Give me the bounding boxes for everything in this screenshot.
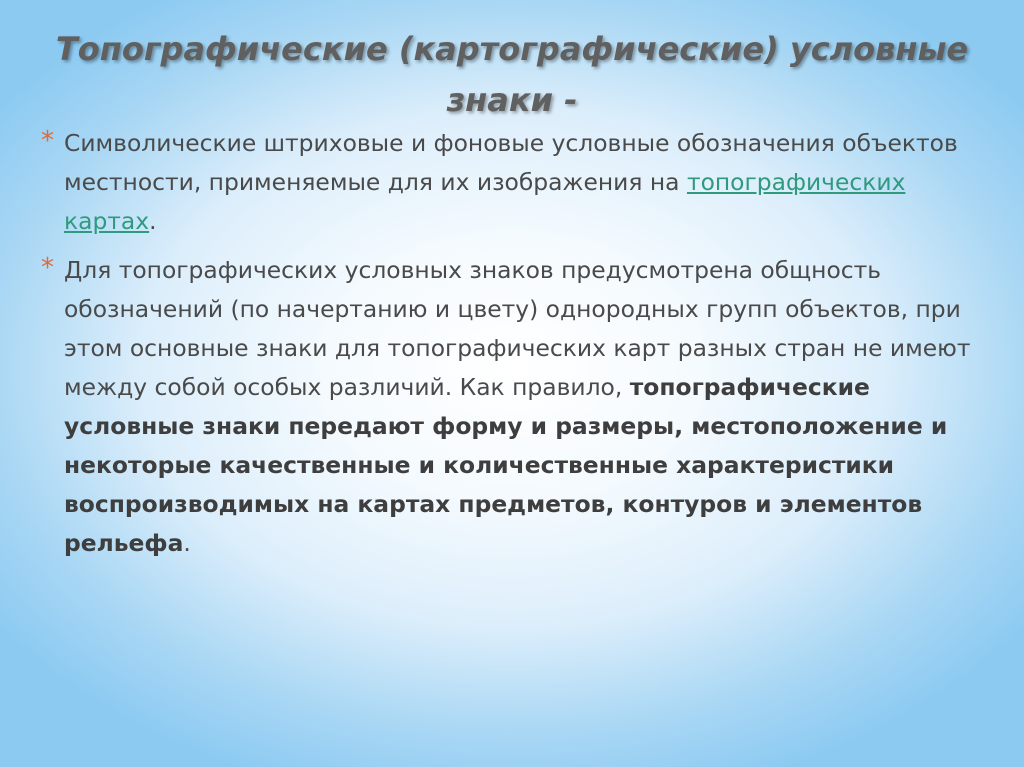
slide-title: Топографические (картографические) условные знаки - bbox=[55, 30, 969, 119]
asterisk-bullet-icon: * bbox=[41, 126, 54, 156]
item-1-text: Символические штриховые и фоновые условные обозначения объектов местности, применяемые для их изображения на bbox=[64, 129, 958, 196]
bullet-item-2 bbox=[40, 251, 990, 563]
item-2-text: Для топографических условных знаков предусмотрена общность обозначений (по начертанию и цвету) однородных групп объектов, при этом основные знаки для топографических карт разных стран не имеют между собой особых различий. Как правило, bbox=[64, 256, 971, 401]
slide-body bbox=[40, 124, 990, 573]
bullet-item-1 bbox=[40, 124, 990, 241]
topographic-maps-link[interactable]: топографических картах bbox=[64, 168, 906, 235]
item-1-end: . bbox=[149, 207, 157, 235]
item-2-end: . bbox=[183, 529, 191, 557]
item-2-bold-text: топографические условные знаки передают форму и размеры, местоположение и некоторые качественные и количественные характеристики воспроизводимых на картах предметов, контуров и элементов рельефа bbox=[64, 373, 948, 557]
asterisk-bullet-icon: * bbox=[41, 253, 54, 283]
